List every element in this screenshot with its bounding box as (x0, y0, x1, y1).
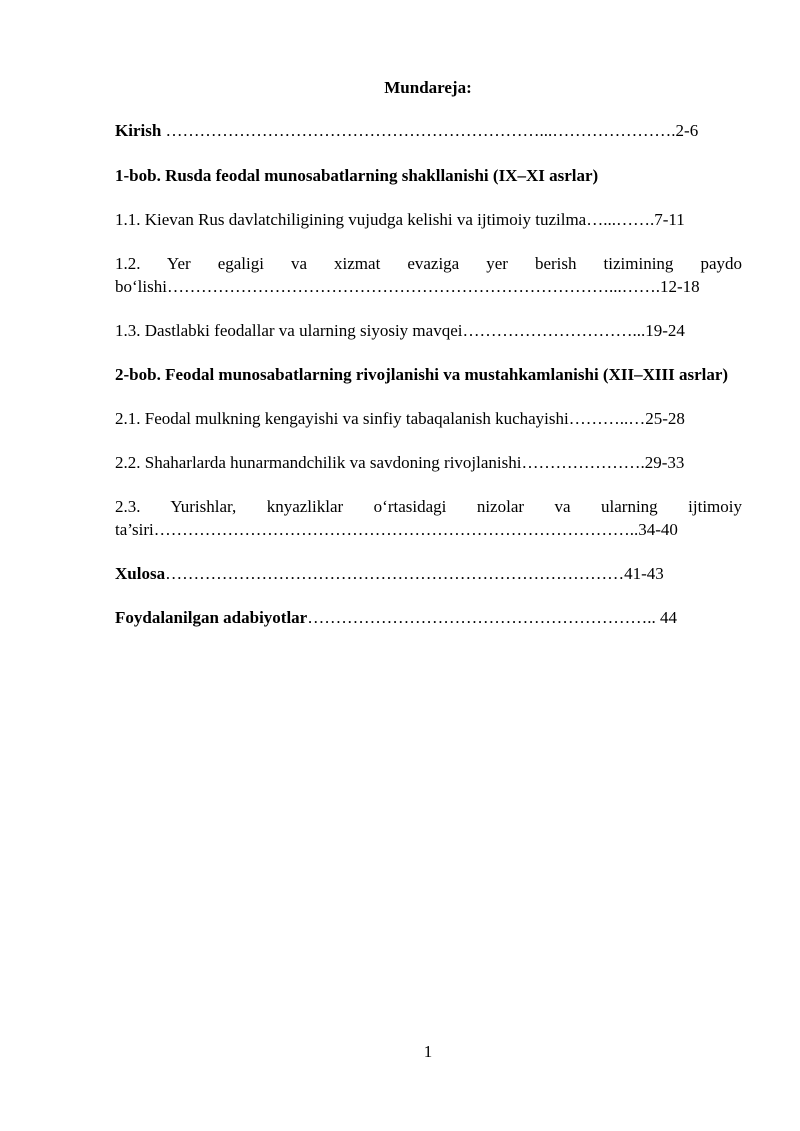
toc-entry-label: 1.1. Kievan Rus davlatchiligining vujudga kelishi va ijtimoiy tuzilma…...…….7-11 (115, 210, 685, 229)
toc-entry-2-2 (115, 451, 742, 474)
toc-title: Mundareja: (384, 78, 472, 97)
toc-entry-1-1 (115, 208, 742, 231)
toc-entry-label: 2.3. Yurishlar, knyazliklar o‘rtasidagi nizolar va ularning ijtimoiy ta’siri…………………………………………………………………………..34-40 (115, 497, 742, 539)
toc-entry-1-2 (115, 252, 742, 298)
toc-entry-leader: …………………………………………………….. 44 (307, 608, 677, 627)
toc-entry-label: Xulosa (115, 564, 166, 583)
toc-entry-kirish (115, 119, 742, 142)
toc-entry-2-1 (115, 407, 742, 430)
toc-entry-1-3 (115, 319, 742, 342)
toc-entry-xulosa (115, 562, 742, 585)
toc-entry-label: 1.3. Dastlabki feodallar va ularning siyosiy mavqei…………………………...19-24 (115, 321, 685, 340)
toc-entry-label: 2-bob. Feodal munosabatlarning rivojlanishi va mustahkamlanishi (XII–XIII asrlar) (115, 365, 729, 384)
toc-entry-adabiyotlar (115, 606, 742, 629)
toc-entry-label: Kirish (115, 121, 162, 140)
toc-entry-leader: ………………………………………………………………………41-43 (165, 564, 664, 583)
toc-entry-label: 1.2. Yer egaligi va xizmat evaziga yer berish tizimining paydo bo‘lishi……………………………………………………………………...…….12-18 (115, 254, 742, 296)
toc-entry-label: 1-bob. Rusda feodal munosabatlarning shakllanishi (IX–XI asrlar) (115, 166, 599, 185)
page-number: 1 (423, 1042, 433, 1061)
toc-entry-2-3 (115, 495, 742, 541)
toc-entry-chapter-2 (115, 363, 742, 386)
toc-entry-chapter-1 (115, 164, 742, 187)
toc-entry-label: 2.1. Feodal mulkning kengayishi va sinfiy tabaqalanish kuchayishi………..…25-28 (115, 409, 685, 428)
toc-entry-label: 2.2. Shaharlarda hunarmandchilik va savdoning rivojlanishi………………….29-33 (115, 453, 685, 472)
table-of-contents (115, 119, 742, 629)
toc-entry-leader: …………………………………………………………...………………….2-6 (161, 121, 699, 140)
toc-entry-label: Foydalanilgan adabiyotlar (115, 608, 308, 627)
